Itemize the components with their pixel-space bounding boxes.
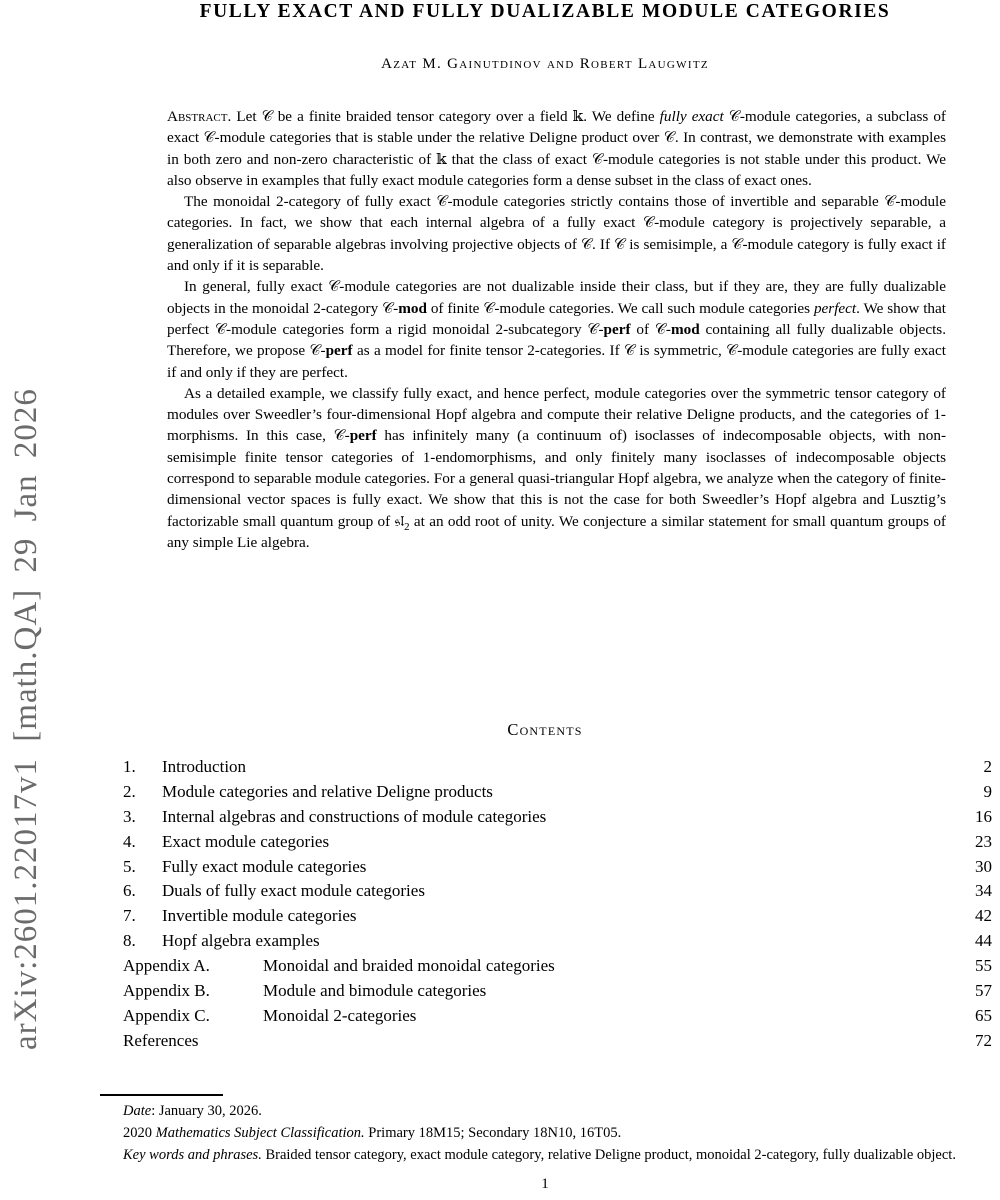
toc-entry-number: 4. <box>123 831 136 851</box>
toc-entry-title: Monoidal and braided monoidal categories <box>263 956 555 976</box>
toc-entry-title: Introduction <box>162 757 247 776</box>
toc-entry-page: 2 <box>983 757 992 776</box>
toc-entry-page: 55 <box>975 956 992 976</box>
toc-entry-1[interactable] <box>123 757 992 782</box>
table-of-contents <box>123 757 992 1056</box>
toc-entry-appendix-b[interactable] <box>123 981 992 1006</box>
toc-entry-number: 7. <box>123 906 136 926</box>
toc-entry-6[interactable] <box>123 881 992 906</box>
toc-entry-4[interactable] <box>123 832 992 857</box>
toc-entry-title: Monoidal 2-categories <box>263 1005 417 1025</box>
date-line: Date: January 30, 2026. <box>123 1103 262 1119</box>
toc-entry-2[interactable] <box>123 782 992 807</box>
toc-entry-3[interactable] <box>123 807 992 832</box>
toc-entry-title: Module categories and relative Deligne products <box>162 781 493 801</box>
toc-entry-page: 42 <box>975 906 992 926</box>
toc-entry-page: 23 <box>975 831 992 851</box>
toc-entry-title: Internal algebras and constructions of module categories <box>162 806 547 826</box>
toc-entry-appendix-c[interactable] <box>123 1006 992 1031</box>
paper-title: FULLY EXACT AND FULLY DUALIZABLE MODULE CATEGORIES <box>199 1 891 22</box>
toc-entry-page: 16 <box>975 806 992 826</box>
toc-entry-appendix-a[interactable] <box>123 956 992 981</box>
arxiv-stamp: arXiv:2601.22017v1 [math.QA] 29 Jan 2026 <box>8 388 44 1050</box>
abstract-paragraph-1: Abstract. Let 𝒞 be a finite braided tensor category over a field 𝕜. We define fully exact 𝒞-module categories, a subclass of exact 𝒞-module categories that is stable under the relative Deligne product over 𝒞. In contrast, we demonstrate with examples in both zero and non-zero characteristic of 𝕜 that the class of exact 𝒞-module categories is not stable under this product. We also observe in examples that fully exact module categories form a dense subset in the class of exact ones. <box>167 108 946 189</box>
toc-entry-page: 30 <box>975 856 992 876</box>
toc-entry-7[interactable] <box>123 906 992 931</box>
page-number: 1 <box>541 1176 549 1192</box>
toc-entry-number: 8. <box>123 931 136 951</box>
toc-entry-5[interactable] <box>123 857 992 882</box>
toc-entry-number: 3. <box>123 806 136 826</box>
toc-entry-8[interactable] <box>123 931 992 956</box>
page-content <box>100 0 990 1200</box>
keywords-line: Key words and phrases. Braided tensor category, exact module category, relative Deligne product, monoidal 2-category, fully dualizable object. <box>123 1146 956 1163</box>
toc-entry-page: 34 <box>975 881 992 901</box>
toc-entry-number: 2. <box>123 781 136 801</box>
toc-entry-title: Invertible module categories <box>162 906 357 926</box>
toc-entry-page: 65 <box>975 1005 992 1025</box>
toc-entry-page: 72 <box>975 1030 992 1050</box>
abstract-paragraph-4: As a detailed example, we classify fully exact, and hence perfect, module categories over the symmetric tensor category of modules over Sweedler’s four-dimensional Hopf algebra and compute their relative Deligne products, and the categories of 1-morphisms. In this case, 𝒞-perf has infinitely many (a continuum of) isoclasses of indecomposable objects, with non-semisimple finite tensor categories of 1-endomorphisms, and only finitely many isoclasses of indecomposable objects correspond to separable module categories. For a general quasi-triangular Hopf algebra, we analyze when the category of finite-dimensional vector spaces is fully exact. We show that this is not the case for both Sweedler’s Hopf algebra and Lusztig’s factorizable small quantum group of 𝔰𝔩$_2$ at an odd root of unity. We conjecture a similar statement for small quantum groups of any simple Lie algebra. <box>167 384 946 551</box>
msc-line: 2020 Mathematics Subject Classification. Primary 18M15; Secondary 18N10, 16T05. <box>123 1124 622 1141</box>
toc-entry-number: Appendix B. <box>123 981 210 1001</box>
toc-entry-title: Fully exact module categories <box>162 856 367 876</box>
toc-entry-number: Appendix C. <box>123 1005 210 1025</box>
toc-entry-page: 57 <box>975 981 992 1001</box>
toc-entry-title: Exact module categories <box>162 831 330 851</box>
toc-entry-title: Duals of fully exact module categories <box>162 881 425 901</box>
toc-entry-number: 6. <box>123 881 136 901</box>
toc-entry-page: 9 <box>983 781 992 801</box>
abstract-paragraph-2: The monoidal 2-category of fully exact 𝒞-module categories strictly contains those of invertible and separable 𝒞-module categories. In fact, we show that each internal algebra of a fully exact 𝒞-module category is projectively separable, a generalization of separable algebras involving projective objects of 𝒞. If 𝒞 is semisimple, a 𝒞-module category is fully exact if and only if it is separable. <box>167 193 946 275</box>
toc-entry-title: Hopf algebra examples <box>162 931 320 951</box>
contents-heading: Contents <box>507 720 583 739</box>
toc-entry-number: Appendix A. <box>123 956 210 976</box>
abstract-block <box>167 106 946 553</box>
toc-entry-page: 44 <box>975 931 992 951</box>
footnote-rule <box>100 1094 223 1096</box>
toc-entry-references[interactable] <box>123 1031 992 1056</box>
paper-authors: Azat M. Gainutdinov and Robert Laugwitz <box>381 56 709 72</box>
toc-entry-title: Module and bimodule categories <box>263 981 487 1001</box>
abstract-paragraph-3: In general, fully exact 𝒞-module categories are not dualizable inside their class, but if they are, they are fully dualizable objects in the monoidal 2-category 𝒞-mod of finite 𝒞-module categories. We call such module categories perfect. We show that perfect 𝒞-module categories form a rigid monoidal 2-subcategory 𝒞-perf of 𝒞-mod containing all fully dualizable objects. Therefore, we propose 𝒞-perf as a model for finite tensor 2-categories. If 𝒞 is symmetric, 𝒞-module categories are fully exact if and only if they are perfect. <box>167 278 947 381</box>
footnote-block <box>100 1094 990 1166</box>
toc-entry-number: References <box>123 1030 199 1050</box>
toc-entry-number: 1. <box>123 757 136 776</box>
toc-entry-number: 5. <box>123 856 136 876</box>
